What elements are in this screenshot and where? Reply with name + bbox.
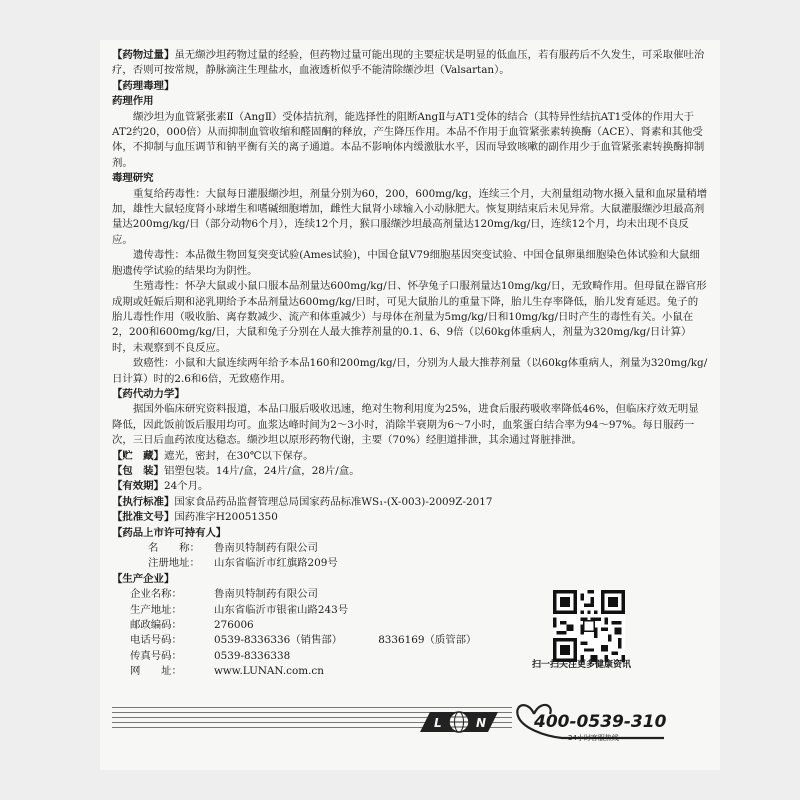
mfr-row-label: 生产地址：	[130, 603, 182, 616]
genotox-text: 遗传毒性：本品微生物回复突变试验(Ames试验)，中国仓鼠V79细胞基因突变试验、中国仓鼠卵巢细胞染色体试验和大鼠细胞遗传学试验的结果均为阴性。	[112, 249, 700, 277]
approval-value: 国药准字H20051350	[174, 511, 278, 524]
overdose-title: 【药物过量】	[112, 49, 175, 61]
mah-title: 【药品上市许可持有人】	[112, 526, 227, 539]
overdose-text: 虽无缬沙坦药物过量的经验，但药物过量可能出现的主要症状是明显的低血压，若有服药后不久发生，可采取催吐治疗，否则可按常规，静脉滴注生理盐水，血液透析似乎不能清除缬沙坦（Valsartan）。	[112, 49, 705, 77]
mfr-row-label: 电话号码：	[130, 634, 182, 647]
mfr-row-value: 0539-8336338	[214, 649, 291, 662]
qr-code-icon[interactable]	[553, 590, 625, 662]
pk-text: 据国外临床研究资料报道，本品口服后吸收迅速，绝对生物利用度为25%，进食后服药吸收率降低46%，但临床疗效无明显降低，因此饭前饭后服用均可。血浆达峰时间为2～3小时，消除半衰期为6～7小时，血浆蛋白结合率为94～97%。每日服药一次，三日后血药浓度达稳态。缬沙坦以原形药物代谢，主要（70%）经胆道排泄，其余通过肾脏排泄。	[112, 403, 699, 447]
mfr-row-label: 网 址：	[130, 665, 182, 678]
standard-value: 国家食品药品监督管理总局国家药品标准WS₁-(X-003)-2009Z-2017	[174, 495, 493, 508]
hotline-subtitle: 24小时客服热线	[568, 734, 619, 742]
action-heading: 药理作用	[112, 95, 154, 108]
repeat-dose-text: 重复给药毒性：大鼠每日灌服缬沙坦，剂量分别为60，200，600mg/kg，连续三个月，大剂量组动物水摄入量和血尿量稍增加，雄性大鼠轻度肾小球增生和嗜碱细胞增加，雌性大鼠肾小球输入小动脉肥大。恢复期结束后未见异常。大鼠灌服缬沙坦最高剂量达200mg/kg/日（部分动物6个月），连续12个月，猴口服缬沙坦最高剂量达120mg/kg/日，连续12个月，均未出现不良反应。	[112, 187, 708, 246]
validity-label: 【有效期】	[112, 480, 164, 493]
mah-name-row	[112, 541, 708, 556]
qr-caption: 扫一扫关注更多健康资讯	[532, 660, 632, 670]
storage-label: 【贮 藏】	[112, 449, 164, 462]
mah-addr-value: 山东省临沂市红旗路209号	[214, 557, 338, 570]
mah-addr-row	[112, 556, 708, 571]
mfr-row-value: 0539-8336336（销售部）	[214, 634, 343, 647]
approval-line	[112, 510, 708, 525]
standard-label: 【执行标准】	[112, 495, 175, 508]
validity-value: 24个月。	[163, 480, 209, 493]
tox-heading: 毒理研究	[112, 172, 154, 185]
package-label: 【包 装】	[112, 464, 164, 477]
hotline-number[interactable]: 400-0539-310	[534, 712, 667, 732]
storage-line	[112, 449, 708, 464]
mah-name-value: 鲁南贝特制药有限公司	[214, 542, 318, 554]
validity-line	[112, 479, 708, 494]
logo-letter-left: L	[434, 716, 442, 730]
package-value: 铝塑包装。14片/盒，24片/盒，28片/盒。	[163, 464, 360, 477]
pk-title: 【药代动力学】	[112, 387, 185, 400]
mah-addr-label: 注册地址：	[148, 557, 200, 570]
carcino-text: 致癌性：小鼠和大鼠连续两年给予本品160和200mg/kg/日，分别为人最大推荐剂量（以60kg体重病人，剂量为320mg/kg/日计算）时的2.6和6倍，无致癌作用。	[112, 357, 708, 385]
package-line	[112, 464, 708, 479]
mfr-row-label: 传真号码：	[130, 649, 182, 662]
action-text: 缬沙坦为血管紧张素Ⅱ（AngⅡ）受体拮抗剂，能选择性的阻断AngⅡ与AT1受体的结合（其特异性结抗AT1受体的作用大于AT2约20，000倍）从而抑制血管收缩和醛固酮的释放，产生降压作用。本品不作用于血管紧张素转换酶（ACE）、肾素和其他受体，不抑制与血压调节和钠平衡有关的离子通道。本品不影响体内缓激肽水平，因而导致咳嗽的副作用少于血管紧张素转换酶抑制剂。	[112, 110, 705, 169]
mfr-row-value: www.LUNAN.com.cn	[214, 665, 324, 678]
mfr-row-value: 276006	[214, 619, 254, 632]
mfr-row-label: 邮政编码：	[130, 619, 182, 632]
mah-name-label: 名 称：	[148, 542, 200, 554]
leaflet-content	[112, 48, 708, 680]
repro-text: 生殖毒性：怀孕大鼠或小鼠口服本品剂量达600mg/kg/日、怀孕兔子口服剂量达10mg/kg/日，无致畸作用。但母鼠在器官形成期或妊娠后期和泌乳期给予本品剂量达600mg/kg/日时，可见大鼠胎儿的重量下降，胎儿生存率降低，胎儿发育延迟。兔子的胎儿毒性作用（吸收胎、离存数减少、流产和体重减少）与母体在剂量为5mg/kg/日和10mg/kg/日时产生的毒性有关。小鼠在2，200和600mg/kg/日，大鼠和兔子分别在人最大推荐剂量的0.1、6、9倍（以60kg体重病人，剂量为320mg/kg/日计算）时，未观察到不良反应。	[112, 280, 707, 354]
mfr-row-label: 企业名称：	[130, 588, 182, 601]
mfr-row-value: 山东省临沂市银雀山路243号	[214, 603, 349, 616]
standard-line	[112, 495, 708, 510]
manufacturer-title: 【生产企业】	[112, 572, 175, 585]
storage-value: 遮光，密封，在30℃以下保存。	[163, 449, 314, 462]
lunan-globe-logo	[418, 708, 500, 734]
pharmacology-title: 【药理毒理】	[112, 79, 175, 92]
approval-label: 【批准文号】	[112, 511, 175, 524]
mfr-phone-extra: 8336169（质管部）	[378, 634, 477, 647]
logo-letter-right: N	[476, 716, 487, 730]
mfr-row-value: 鲁南贝特制药有限公司	[214, 588, 318, 601]
overdose-section	[112, 48, 708, 79]
